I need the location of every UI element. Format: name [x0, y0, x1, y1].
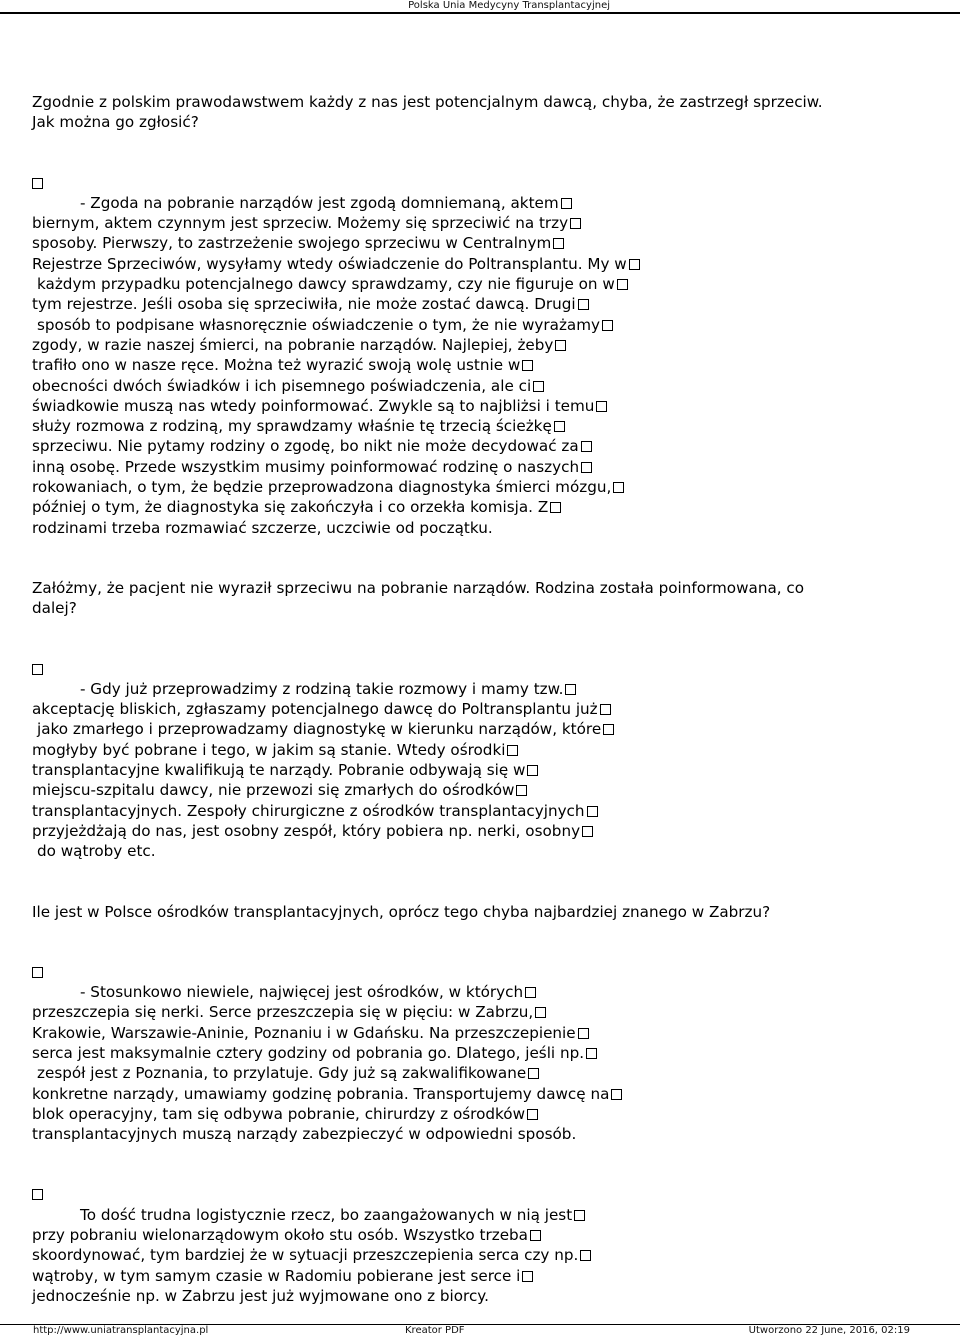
missing-glyph-box [535, 1007, 546, 1018]
answer-line: konkretne narządy, umawiamy godzinę pobrania. Transportujemy dawcę na [32, 1084, 610, 1103]
answer-line: To dość trudna logistycznie rzecz, bo zaangażowanych w nią jest [80, 1205, 573, 1224]
answer-line: transplantacyjnych. Zespoły chirurgiczne z ośrodków transplantacyjnych [32, 801, 585, 820]
missing-glyph-box [32, 967, 43, 978]
answer-line: zgody, w razie naszej śmierci, na pobranie narządów. Najlepiej, żeby [32, 335, 554, 354]
question-3 [32, 902, 932, 922]
answer-2 [32, 659, 932, 862]
missing-glyph-box [516, 785, 527, 796]
footer-url-link[interactable]: http://www.uniatransplantacyjna.pl [33, 1325, 209, 1336]
answer-line: - Zgoda na pobranie narządów jest zgodą domniemaną, aktem [80, 193, 559, 212]
answer-line: mogłyby być pobrane i tego, w jakim są stanie. Wtedy ośrodki [32, 740, 506, 759]
header-rule [0, 12, 960, 14]
answer-line: - Stosunkowo niewiele, najwięcej jest ośrodków, w których [80, 983, 524, 1002]
missing-glyph-box [32, 1189, 43, 1200]
missing-glyph-box [553, 238, 564, 249]
answer-line: przyjeżdżają do nas, jest osobny zespół, który pobiera np. nerki, osobny [32, 821, 581, 840]
footer-date: Utworzono 22 June, 2016, 02:19 [748, 1325, 910, 1336]
missing-glyph-box [613, 482, 624, 493]
answer-line: przeszczepia się nerki. Serce przeszczepia się w pięciu: w Zabrzu, [32, 1003, 534, 1022]
missing-glyph-box [586, 1048, 597, 1059]
missing-glyph-box [522, 1271, 533, 1282]
missing-glyph-box [507, 745, 518, 756]
answer-1 [32, 173, 932, 538]
answer-line: rodzinami trzeba rozmawiać szczerze, uczciwie od początku. [32, 518, 493, 537]
missing-glyph-box [527, 1109, 538, 1120]
missing-glyph-box [578, 1028, 589, 1039]
missing-glyph-box [32, 178, 43, 189]
missing-glyph-box [554, 421, 565, 432]
missing-glyph-box [602, 320, 613, 331]
missing-glyph-box [580, 1250, 591, 1261]
answer-line: serca jest maksymalnie cztery godziny od pobrania go. Dlatego, jeśli np. [32, 1043, 585, 1062]
header-title: Polska Unia Medycyny Transplantacyjnej [408, 0, 610, 11]
missing-glyph-box [533, 381, 544, 392]
answer-line: transplantacyjnych muszą narządy zabezpieczyć w odpowiedni sposób. [32, 1125, 577, 1144]
answer-line: inną osobę. Przede wszystkim musimy poinformować rodzinę o naszych [32, 457, 580, 476]
missing-glyph-box [522, 360, 533, 371]
answer-line: każdym przypadku potencjalnego dawcy sprawdzamy, czy nie figuruje on w [37, 275, 615, 294]
answer-line: służy rozmowa z rodziną, my sprawdzamy właśnie tę trzecią ścieżkę [32, 417, 552, 436]
answer-line: sposób to podpisane własnoręcznie oświadczenie o tym, że nie wyrażamy [37, 315, 601, 334]
question-2 [32, 578, 932, 619]
missing-glyph-box [596, 401, 607, 412]
missing-glyph-box [578, 299, 589, 310]
answer-line: Rejestrze Sprzeciwów, wysyłamy wtedy oświadczenie do Poltransplantu. My w [32, 254, 627, 273]
missing-glyph-box [629, 259, 640, 270]
answer-line: tym rejestrze. Jeśli osoba się sprzeciwiła, nie może zostać dawcą. Drugi [32, 295, 576, 314]
footer-creator: Kreator PDF [405, 1325, 465, 1336]
missing-glyph-box [581, 462, 592, 473]
missing-glyph-box [525, 987, 536, 998]
answer-line: biernym, aktem czynnym jest sprzeciw. Możemy się sprzeciwić na trzy [32, 214, 569, 233]
answer-line: zespół jest z Poznania, to przylatuje. Gdy już są zakwalifikowane [37, 1064, 527, 1083]
question-line: Załóżmy, że pacjent nie wyraził sprzeciwu na pobranie narządów. Rodzina została poinformowana, co [32, 578, 805, 597]
answer-line: Krakowie, Warszawie-Aninie, Poznaniu i w Gdańsku. Na przeszczepienie [32, 1023, 576, 1042]
answer-line: jako zmarłego i przeprowadzamy diagnostykę w kierunku narządów, które [37, 720, 602, 739]
question-1 [32, 92, 932, 133]
answer-line: - Gdy już przeprowadzimy z rodziną takie rozmowy i mamy tzw. [80, 679, 564, 698]
question-line: Ile jest w Polsce ośrodków transplantacyjnych, oprócz tego chyba najbardziej znanego w Zabrzu? [32, 902, 771, 921]
missing-glyph-box [617, 279, 628, 290]
missing-glyph-box [32, 664, 43, 675]
question-line: Jak można go zgłosić? [32, 113, 199, 132]
question-line: Zgodnie z polskim prawodawstwem każdy z nas jest potencjalnym dawcą, chyba, że zastrzegł sprzeciw. [32, 93, 823, 111]
question-line: dalej? [32, 599, 77, 618]
missing-glyph-box [603, 724, 614, 735]
answer-line: świadkowie muszą nas wtedy poinformować. Zwykle są to najbliżsi i temu [32, 396, 595, 415]
answer-line: blok operacyjny, tam się odbywa pobranie, chirurdzy z ośrodków [32, 1104, 525, 1123]
missing-glyph-box [600, 704, 611, 715]
missing-glyph-box [561, 198, 572, 209]
answer-line: akceptację bliskich, zgłaszamy potencjalnego dawcę do Poltransplantu już [32, 700, 598, 719]
answer-3 [32, 962, 932, 1145]
answer-line: później o tym, że diagnostyka się zakończyła i co orzekła komisja. Z [32, 498, 549, 517]
missing-glyph-box [530, 1230, 541, 1241]
answer-line: sprzeciwu. Nie pytamy rodziny o zgodę, bo nikt nie może decydować za [32, 437, 579, 456]
missing-glyph-box [528, 1068, 539, 1079]
answer-line: trafiło ono w nasze ręce. Można też wyrazić swoją wolę ustnie w [32, 356, 521, 375]
answer-line: przy pobraniu wielonarządowym około stu osób. Wszystko trzeba [32, 1226, 528, 1245]
missing-glyph-box [581, 441, 592, 452]
missing-glyph-box [527, 765, 538, 776]
answer-line: wątroby, w tym samym czasie w Radomiu pobierane jest serce i [32, 1266, 521, 1285]
answer-line: jednocześnie np. w Zabrzu jest już wyjmowane ono z biorcy. [32, 1286, 489, 1305]
answer-line: rokowaniach, o tym, że będzie przeprowadzona diagnostyka śmierci mózgu, [32, 478, 612, 497]
missing-glyph-box [611, 1089, 622, 1100]
answer-4 [32, 1184, 932, 1306]
answer-line: obecności dwóch świadków i ich pisemnego poświadczenia, ale ci [32, 376, 532, 395]
answer-line: sposoby. Pierwszy, to zastrzeżenie swojego sprzeciwu w Centralnym [32, 234, 552, 253]
missing-glyph-box [565, 684, 576, 695]
answer-line: do wątroby etc. [37, 842, 156, 861]
missing-glyph-box [582, 826, 593, 837]
content [32, 92, 932, 1306]
missing-glyph-box [555, 340, 566, 351]
missing-glyph-box [574, 1210, 585, 1221]
answer-line: transplantacyjne kwalifikują te narządy. Pobranie odbywają się w [32, 761, 526, 780]
missing-glyph-box [570, 218, 581, 229]
missing-glyph-box [587, 806, 598, 817]
answer-line: miejscu-szpitalu dawcy, nie przewozi się zmarłych do ośrodków [32, 781, 515, 800]
answer-line: skoordynować, tym bardziej że w sytuacji przeszczepienia serca czy np. [32, 1246, 579, 1265]
missing-glyph-box [550, 502, 561, 513]
